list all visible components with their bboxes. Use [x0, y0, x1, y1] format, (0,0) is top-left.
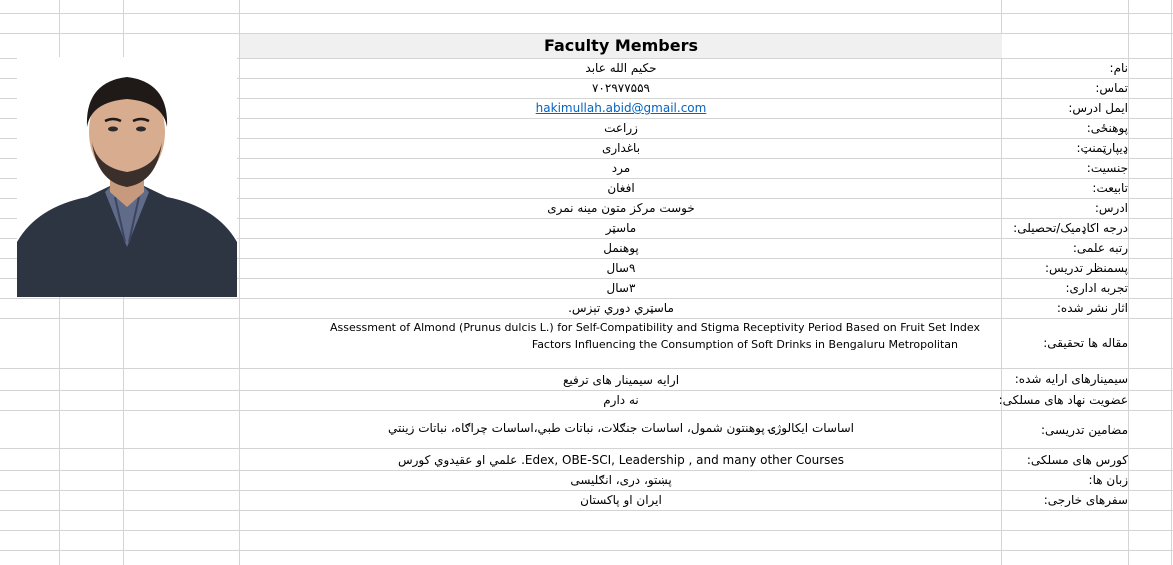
membership-label: عضویت نهاد های مسلکی:	[998, 393, 1128, 407]
courses-label: کورس های مسلکی:	[1026, 453, 1128, 467]
contact-value: ۷۰۲۹۷۷۵۵۹	[591, 81, 650, 95]
profile-photo	[17, 57, 237, 297]
address-value: خوست مرکز متون مینه نمری	[547, 201, 695, 215]
subjects-value: اساسات ایکالوژۍ پوهنتون شمول، اساسات جنګلات، نباتات طبي،اساسات چراګاه، نباتات زینتي	[388, 421, 854, 435]
email-label: ایمل ادرس:	[1068, 101, 1128, 115]
name-label: نام:	[1109, 61, 1128, 75]
articles-label: مقاله ها تحقیقی:	[1043, 336, 1128, 350]
faculty-label: پوهنځی:	[1086, 121, 1128, 135]
sheet-title: Faculty Members	[544, 36, 698, 55]
publications-value: ماسټري دوري تېزس.	[568, 301, 674, 315]
travel-label: سفرهای خارجی:	[1043, 493, 1128, 507]
publications-label: اثار نشر شده:	[1056, 301, 1128, 315]
gender-label: جنسیت:	[1086, 161, 1128, 175]
department-value: باغداری	[601, 141, 641, 155]
name-value: حکیم الله عابد	[585, 61, 657, 75]
subjects-label: مضامین تدریسی:	[1040, 423, 1128, 437]
admin-label: تجربه اداری:	[1065, 281, 1128, 295]
contact-label: تماس:	[1095, 81, 1128, 95]
article-2: Factors Influencing the Consumption of Soft Drinks in Bengaluru Metropolitan	[531, 338, 958, 351]
gender-value: مرد	[611, 161, 631, 175]
seminars-value: ارایه سیمینار های ترفیع	[562, 373, 680, 387]
membership-value: نه دارم	[603, 393, 639, 407]
rank-label: رتبه علمی:	[1072, 241, 1128, 255]
nationality-value: افغان	[607, 181, 635, 195]
travel-value: ایران او پاکستان	[580, 493, 662, 507]
department-label: ډیپارټمنټ:	[1076, 141, 1128, 155]
seminars-label: سیمینارهای ارایه شده:	[1014, 372, 1128, 386]
languages-value: پښتو، دری، انګلیسی	[570, 473, 672, 487]
nationality-label: تابیعت:	[1092, 181, 1128, 195]
admin-value: ۳سال	[606, 281, 636, 295]
degree-label: درجه اکاډمیک/تحصیلی:	[1013, 221, 1128, 235]
languages-label: زبان ها:	[1088, 473, 1128, 487]
email-value[interactable]	[240, 101, 1002, 115]
teaching-value: ۹سال	[606, 261, 636, 275]
courses-value: Edex, OBE-SCI, Leadership , and many other Courses. علمي او عقیدوي کورس	[397, 453, 845, 467]
email-link[interactable]: hakimullah.abid@gmail.com	[535, 101, 707, 115]
article-1: Assessment of Almond (Prunus dulcis L.) for Self-Compatibility and Stigma Receptivity Period Based on Fruit Set Index	[330, 321, 980, 334]
rank-value: پوهنمل	[603, 241, 639, 255]
degree-value: ماسټر	[605, 221, 637, 235]
teaching-label: پسمنظر تدریس:	[1045, 261, 1128, 275]
faculty-value: زراعت	[604, 121, 638, 135]
address-label: ادرس:	[1094, 201, 1128, 215]
